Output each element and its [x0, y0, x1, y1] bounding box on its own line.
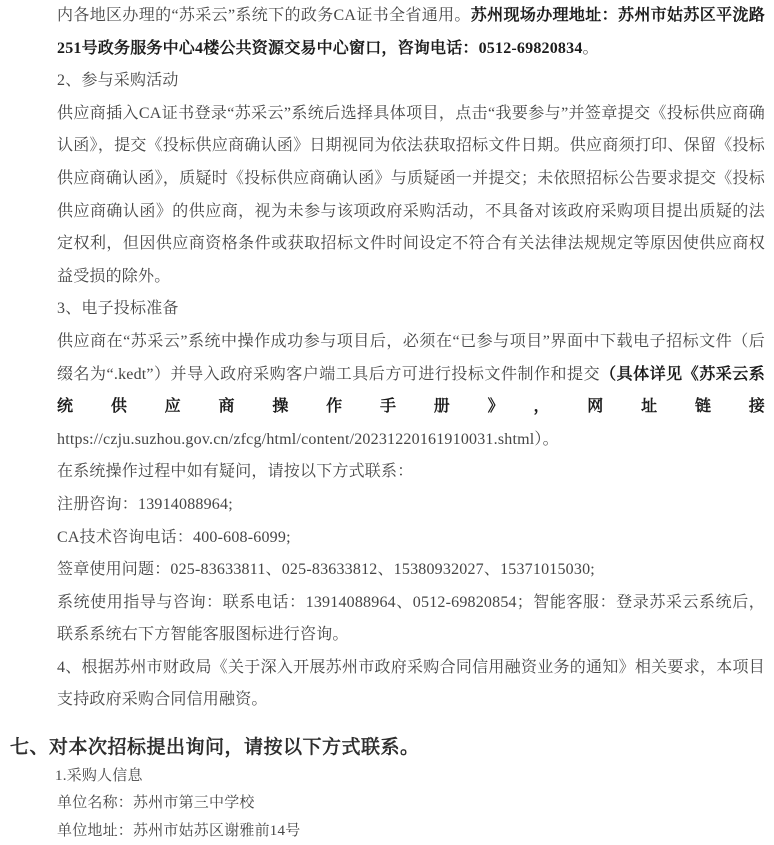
text-run-manual-reference: （具体详见《苏采云系统供应商操作手册》，网址链接 — [57, 365, 765, 416]
text-run-ebid-download: 供应商在“苏采云”系统中操作成功参与项目后，必须在“已参与项目”界面中下载电子招标文件（后缀名为“.kedt”）并导入政府采购客户端工具后方可进行投标文件制作和提交 — [57, 332, 765, 383]
text-run-ca-universal: 内各地区办理的“苏采云”系统下的政务CA证书全省通用。 — [57, 7, 471, 24]
paragraph-ebid-preparation — [57, 326, 765, 456]
contact-line-registration: 注册咨询：13914088964; — [57, 495, 233, 513]
contact-line-ca-hotline: CA技术咨询电话：400-608-6099; — [57, 528, 291, 546]
contact-line-system-guide: 系统使用指导与咨询：联系电话：13914088964、0512-69820854；智能客服：登录苏采云系统后，联系系统右下方智能客服图标进行咨询。 — [57, 593, 765, 644]
contact-line-signature-issues: 签章使用问题：025-83633811、025-83633812、15380932027、15371015030; — [57, 561, 595, 579]
paragraph-contact-intro: 在系统操作过程中如有疑问，请按以下方式联系： — [57, 463, 414, 481]
paragraph-item-4-credit-financing: 4、根据苏州市财政局《关于深入开展苏州市政府采购合同信用融资业务的通知》相关要求，本项目支持政府采购合同信用融资。 — [57, 658, 765, 709]
purchaser-info-title: 1.采购人信息 — [55, 768, 143, 785]
text-run-suzhou-onsite-address: 苏州现场办理地址：苏州市姑苏区平泷路251号政务服务中心4楼公共资源交易中心窗口，咨询电话：0512-69820834 — [57, 7, 765, 57]
manual-url-text: https://czju.suzhou.gov.cn/zfcg/html/content/20231220161910031.shtml — [57, 430, 535, 448]
paragraph-ca-certificate-address — [57, 0, 765, 65]
text-run-closing-paren: ）。 — [534, 430, 559, 448]
list-item-3-ebid-heading: 3、电子投标准备 — [57, 300, 179, 318]
paragraph-participation-procedure: 供应商插入CA证书登录“苏采云”系统后选择具体项目，点击“我要参与”并签章提交《投标供应商确认函》，提交《投标供应商确认函》日期视同为依法获取招标文件日期。供应商须打印、保留《投标供应商确认函》，质疑时《投标供应商确认函》与质疑函一并提交；未依照招标公告要求提交《投标供应商确认函》的供应商，视为未参与该项政府采购活动，不具备对该政府采购项目提出质疑的法定权利，但因供应商资格条件或获取招标文件时间设定不符合有关法律法规规定等原因使供应商权益受损的除外。 — [57, 104, 765, 285]
purchaser-name-line: 单位名称：苏州市第三中学校 — [57, 795, 255, 812]
section-seven-heading: 七、对本次招标提出询问，请按以下方式联系。 — [10, 737, 420, 759]
list-item-2-participate-heading: 2、参与采购活动 — [57, 72, 179, 90]
text-run-period: 。 — [582, 39, 599, 57]
purchaser-address-line: 单位地址：苏州市姑苏区谢雅前14号 — [57, 823, 301, 840]
